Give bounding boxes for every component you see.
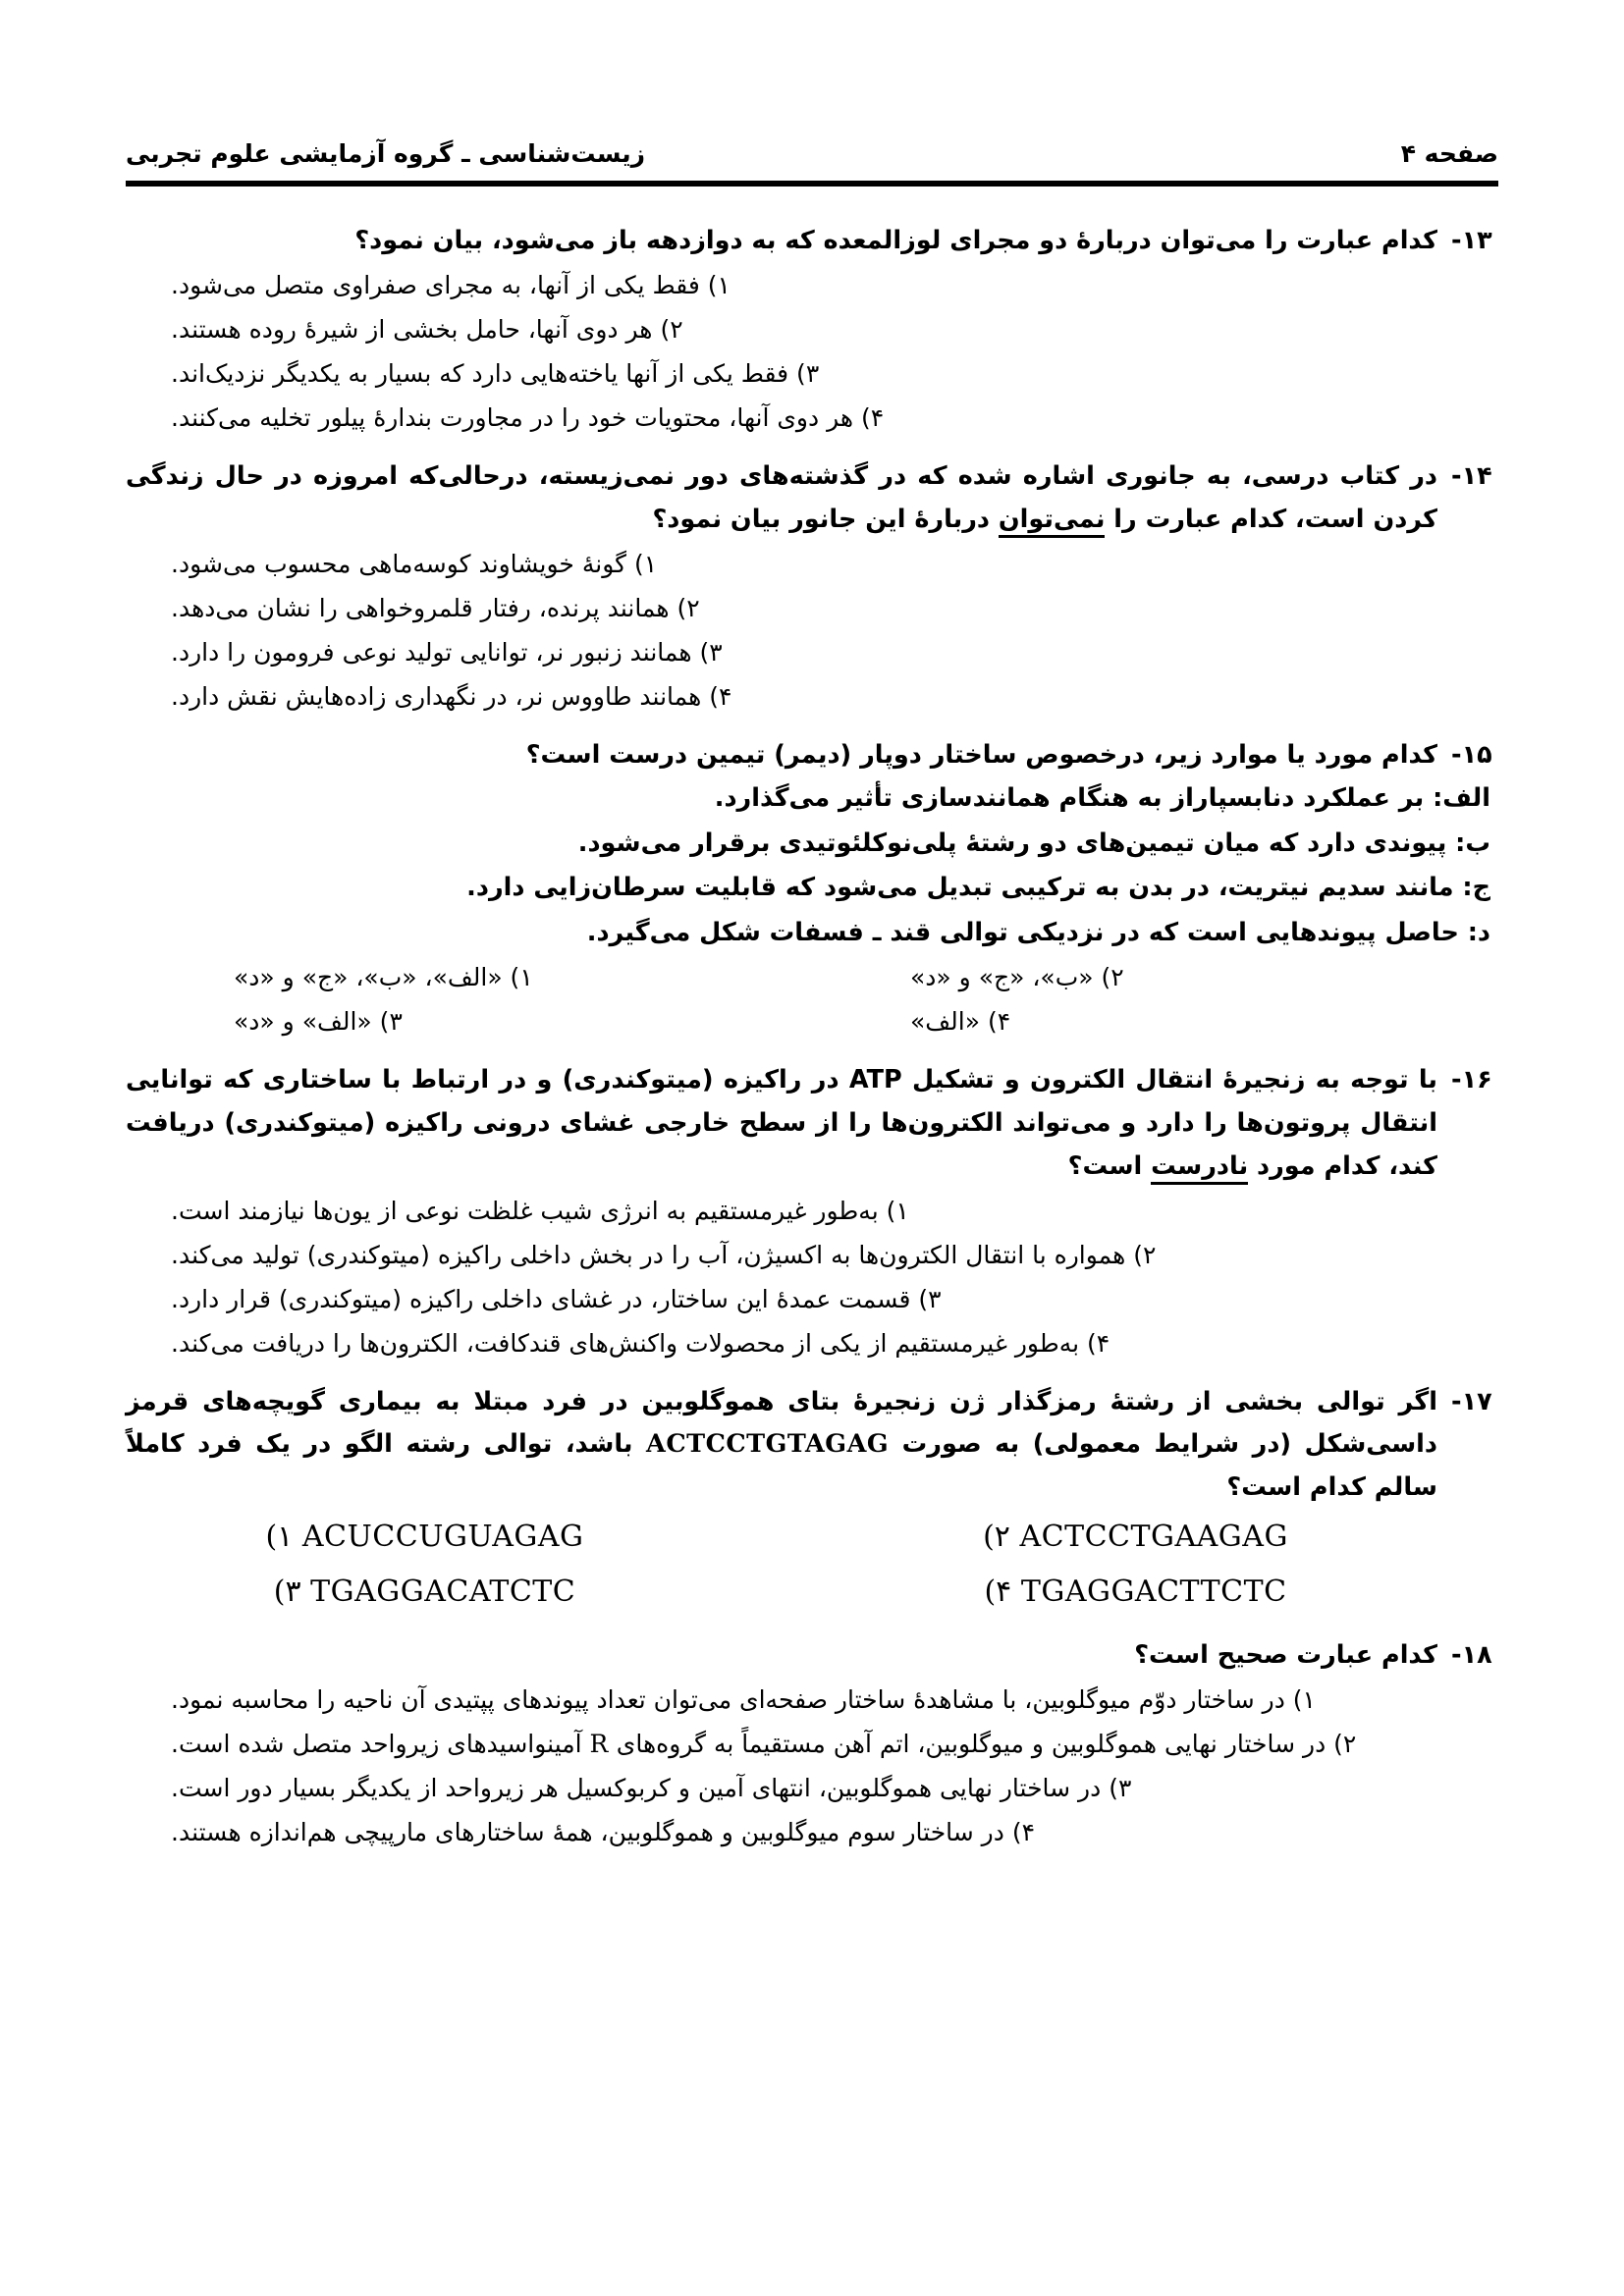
spacer — [126, 1371, 1498, 1381]
question-16-options — [126, 1189, 1498, 1365]
option-17-3-number: ۳) — [273, 1574, 301, 1609]
question-15 — [126, 734, 1498, 1043]
question-17-options-row2 — [126, 1565, 1498, 1620]
spacer — [126, 446, 1498, 455]
question-13-stem: کدام عبارت را می‌توان دربارهٔ دو مجرای لوزالمعده که به دوازدهه باز می‌شود، بیان نمود؟ — [354, 226, 1437, 255]
question-17-stem-line2-b: باشد، توالی رشته الگو در یک فرد کاملاً سالم کدام است؟ — [126, 1429, 1437, 1503]
question-15-number: ۱۵- — [1451, 739, 1492, 770]
spacer — [126, 724, 1498, 734]
question-17-stem-line1: اگر توالی بخشی از رشتهٔ رمزگذار ژن زنجیرهٔ بتای هموگلوبین در فرد مبتلا به بیماری گویچه‌های قرمز داسی‌شکل — [126, 1386, 1437, 1460]
question-14-stem-line2-b: دربارهٔ این جانور بیان نمود؟ — [652, 504, 999, 534]
option-16-3[interactable]: ۳) قسمت عمدهٔ این ساختار، در غشای داخلی راکیزه (میتوکندری) قرار دارد. — [171, 1284, 942, 1313]
option-16-1[interactable]: ۱) به‌طور غیرمستقیم به انرژی شیب غلظت نوعی از یون‌ها نیازمند است. — [171, 1196, 909, 1225]
question-17-options-row1 — [126, 1510, 1498, 1565]
option-14-3[interactable]: ۳) همانند زنبور نر، توانایی تولید نوعی فرومون را دارد. — [171, 637, 723, 667]
option-15-3[interactable]: ۳) «الف» و «د» — [234, 1006, 403, 1036]
question-15-stem: کدام مورد یا موارد زیر، درخصوص ساختار دوپار (دیمر) تیمین درست است؟ — [525, 739, 1437, 770]
option-14-4[interactable]: ۴) همانند طاووس نر، در نگهداری زاده‌هایش نقش دارد. — [171, 681, 732, 711]
subitem-15-jim: ج: مانند سدیم نیتریت، در بدن به ترکیبی تبدیل می‌شود که قابلیت سرطان‌زایی دارد. — [466, 873, 1490, 903]
spacer — [126, 1049, 1498, 1059]
option-18-2-r-group: R — [589, 1729, 609, 1758]
question-17 — [126, 1381, 1498, 1620]
page-header — [126, 139, 1498, 181]
question-16-stem — [126, 1059, 1437, 1189]
question-13-number: ۱۳- — [1451, 226, 1492, 255]
page-number-label: صفحه ۴ — [1400, 139, 1498, 168]
question-15-head — [126, 734, 1498, 777]
question-16-number: ۱۶- — [1451, 1064, 1492, 1095]
option-14-2[interactable]: ۲) همانند پرنده، رفتار قلمروخواهی را نشان می‌دهد. — [171, 593, 700, 622]
option-17-2-sequence: ACTCCTGAAGAG — [1019, 1520, 1288, 1555]
option-17-4-number: ۴) — [984, 1574, 1012, 1609]
option-17-4[interactable] — [812, 1565, 1498, 1620]
option-13-2[interactable]: ۲) هر دوی آنها، حامل بخشی از شیرهٔ روده هستند. — [171, 314, 683, 344]
question-17-head — [126, 1381, 1498, 1511]
question-13-head — [126, 220, 1498, 263]
option-16-2[interactable]: ۲) همواره با انتقال الکترون‌ها به اکسیژن، آب را در بخش داخلی راکیزه (میتوکندری) تولید می‌کند. — [171, 1240, 1157, 1269]
question-15-options-row1 — [126, 955, 1498, 999]
question-14-negation-underlined: نمی‌توان — [999, 505, 1106, 538]
question-16-head — [126, 1059, 1498, 1189]
option-18-1[interactable]: ۱) در ساختار دوّم میوگلوبین، با مشاهدهٔ ساختار صفحه‌ای می‌توان تعداد پیوندهای پپتیدی آن ناحیه را محاسبه نمود. — [171, 1684, 1316, 1714]
option-15-1[interactable]: ۱) «الف»، «ب»، «ج» و «د» — [234, 962, 533, 991]
option-18-3[interactable]: ۳) در ساختار نهایی هموگلوبین، انتهای آمین و کربوکسیل هر زیرواحد از یکدیگر بسیار دور است. — [171, 1773, 1132, 1802]
question-18-head — [126, 1634, 1498, 1678]
question-16-stem-line2: پروتون‌ها را دارد و می‌تواند الکترون‌ها را از سطح خارجی غشای درونی راکیزه (میتوکندری) دریافت کند، کدام — [126, 1107, 1437, 1181]
option-17-1[interactable] — [126, 1510, 812, 1565]
question-14-number: ۱۴- — [1451, 460, 1492, 491]
question-13-options — [126, 263, 1498, 440]
question-16 — [126, 1059, 1498, 1365]
subitem-15-be: ب: پیوندی دارد که میان تیمین‌های دو رشتهٔ پلی‌نوکلئوتیدی برقرار می‌شود. — [577, 828, 1490, 858]
subitem-15-dal: د: حاصل پیوندهایی است که در نزدیکی توالی قند ـ فسفات شکل می‌گیرد. — [586, 917, 1490, 947]
question-17-number: ۱۷- — [1451, 1386, 1492, 1416]
question-14-head — [126, 455, 1498, 542]
option-17-3-sequence: TGAGGACATCTC — [310, 1574, 576, 1609]
option-13-1[interactable]: ۱) فقط یکی از آنها، به مجرای صفراوی متصل می‌شود. — [171, 270, 731, 299]
option-15-2[interactable]: ۲) «ب»، «ج» و «د» — [910, 962, 1124, 991]
subject-title: زیست‌شناسی ـ گروه آزمایشی علوم تجربی — [126, 139, 646, 168]
question-14-stem — [126, 455, 1437, 542]
option-18-4[interactable]: ۴) در ساختار سوم میوگلوبین و هموگلوبین، همهٔ ساختارهای مارپیچی هم‌اندازه هستند. — [171, 1817, 1036, 1846]
question-14-options — [126, 542, 1498, 719]
question-17-mutant-sequence: ACTCCTGTAGAG — [646, 1429, 890, 1460]
question-13 — [126, 220, 1498, 440]
header-divider — [126, 181, 1498, 187]
option-18-2-text-a: ۲) در ساختار نهایی هموگلوبین و میوگلوبین، اتم آهن مستقیماً به گروه‌های — [608, 1729, 1357, 1758]
option-17-1-number: ۱) — [265, 1520, 294, 1555]
question-15-options — [126, 955, 1498, 1043]
option-17-3[interactable] — [126, 1565, 812, 1620]
question-14 — [126, 455, 1498, 719]
question-18-number: ۱۸- — [1451, 1640, 1492, 1671]
question-16-negation-underlined: نادرست — [1151, 1151, 1248, 1185]
question-15-options-row2 — [126, 999, 1498, 1043]
question-14-stem-line2-a: است، کدام عبارت را — [1105, 504, 1365, 534]
option-14-1[interactable]: ۱) گونهٔ خویشاوند کوسه‌ماهی محسوب می‌شود. — [171, 549, 658, 578]
option-17-2-number: ۲) — [983, 1520, 1010, 1555]
option-17-2[interactable] — [812, 1510, 1498, 1565]
option-16-4[interactable]: ۴) به‌طور غیرمستقیم از یکی از محصولات واکنش‌های قندکافت، الکترون‌ها را دریافت می‌کند. — [171, 1328, 1110, 1358]
question-16-stem-line3-a: مورد — [1248, 1150, 1316, 1181]
option-13-4[interactable]: ۴) هر دوی آنها، محتویات خود را در مجاورت بندارهٔ پیلور تخلیه می‌کنند. — [171, 402, 885, 432]
question-16-stem-line1: با توجه به زنجیرهٔ انتقال الکترون و تشکیل ATP در راکیزه (میتوکندری) و در ارتباط با ساختاری که توانایی انتقال — [126, 1064, 1437, 1138]
question-17-stem — [126, 1381, 1437, 1511]
question-15-subitems — [126, 776, 1498, 955]
spacer — [126, 1625, 1498, 1634]
question-18 — [126, 1634, 1498, 1854]
option-13-3[interactable]: ۳) فقط یکی از آنها یاخته‌هایی دارد که بسیار به یکدیگر نزدیک‌اند. — [171, 358, 820, 388]
question-18-stem: کدام عبارت صحیح است؟ — [1134, 1640, 1437, 1671]
option-17-4-sequence: TGAGGACTTCTC — [1020, 1574, 1287, 1609]
page-content — [126, 139, 1498, 1860]
question-14-stem-line1: در کتاب درسی، به جانوری اشاره شده که در گذشته‌های دور نمی‌زیسته، درحالی‌که امروزه در حال زندگی کردن — [126, 460, 1437, 534]
option-17-1-sequence: ACUCCUGUAGAG — [301, 1520, 584, 1555]
option-18-2[interactable] — [126, 1722, 1498, 1766]
question-17-stem-line2-a: (در شرایط معمولی) به صورت — [889, 1429, 1292, 1460]
question-16-stem-line3-b: است؟ — [1067, 1150, 1152, 1181]
subitem-15-alef: الف: بر عملکرد دنابسپاراز به هنگام همانندسازی تأثیر می‌گذارد. — [714, 783, 1490, 814]
question-18-options — [126, 1678, 1498, 1854]
option-18-2-text-b: آمینواسیدهای زیرواحد متصل شده است. — [171, 1729, 590, 1758]
option-15-4[interactable]: ۴) «الف» — [910, 1006, 1011, 1036]
